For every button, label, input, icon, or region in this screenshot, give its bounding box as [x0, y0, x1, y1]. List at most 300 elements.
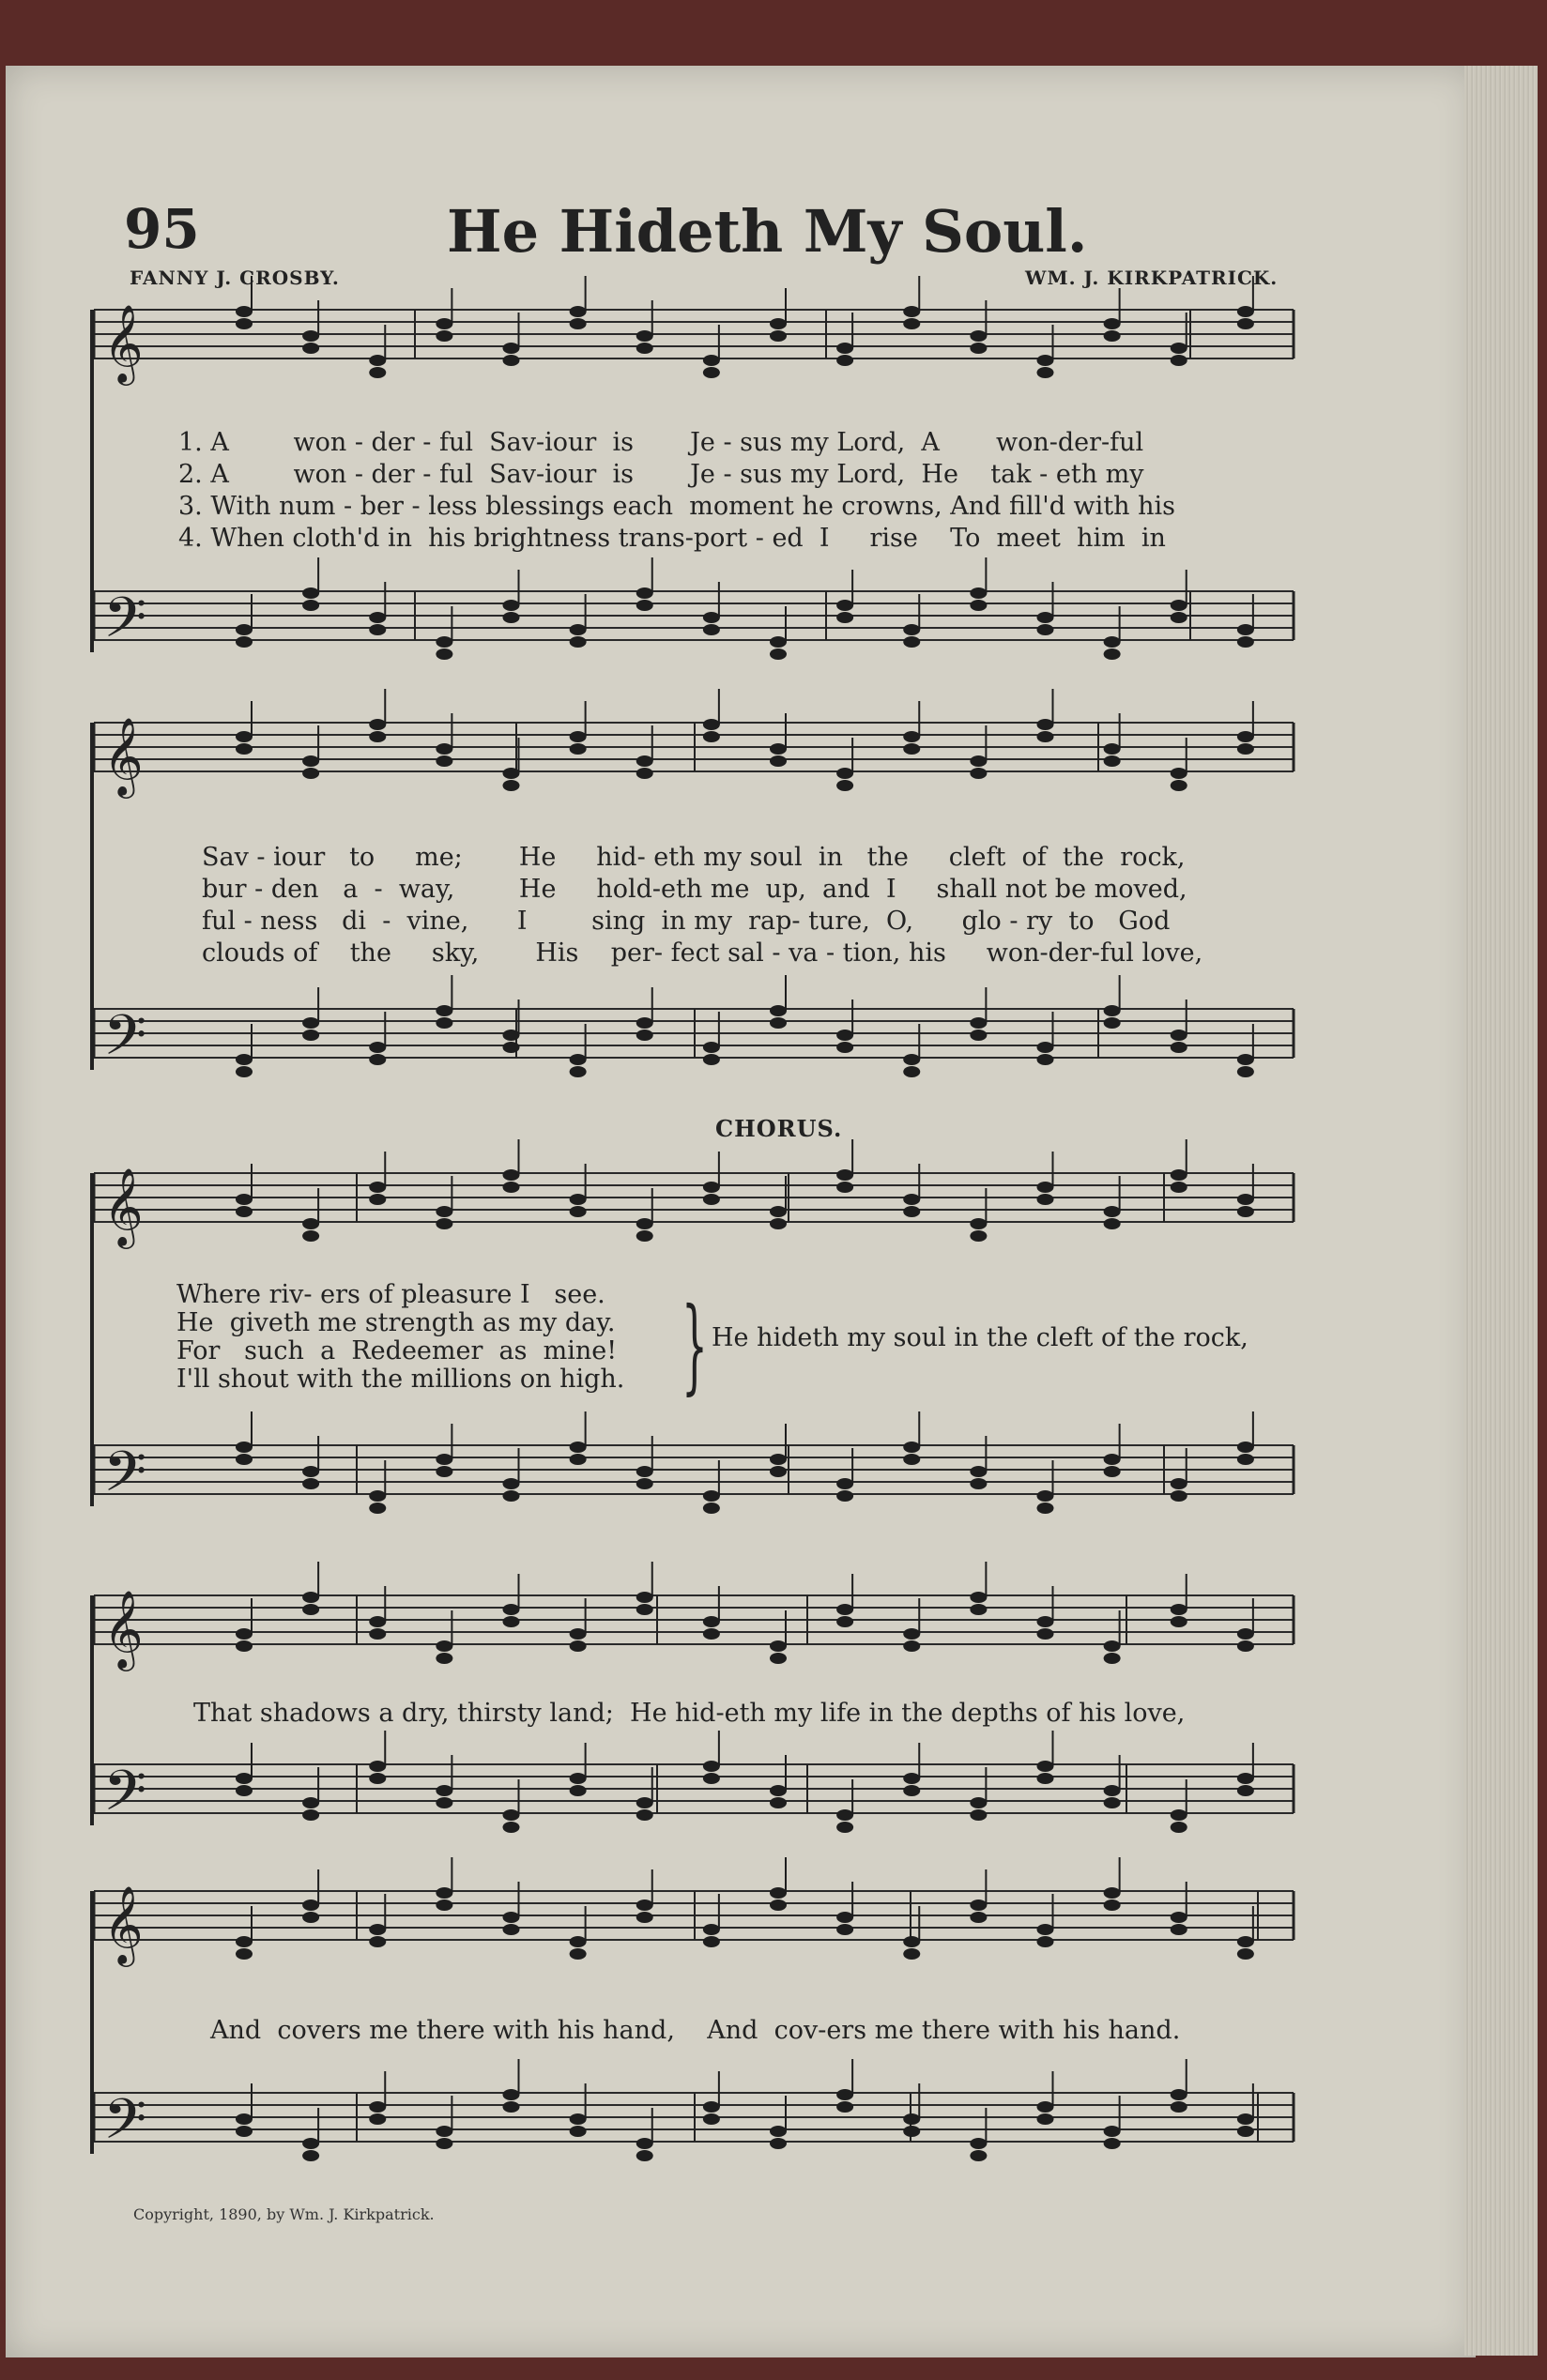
note-head [703, 624, 720, 635]
note-head [236, 1640, 253, 1652]
note-head [570, 1194, 587, 1205]
note-head [1171, 2089, 1187, 2100]
note-head [636, 755, 653, 767]
note-head [503, 2101, 520, 2113]
note-head [1037, 1924, 1054, 1935]
note-head [1171, 780, 1187, 791]
note-head [1037, 1628, 1054, 1640]
note-head [302, 2138, 319, 2149]
note-head [636, 1017, 653, 1029]
note-head [770, 1653, 787, 1664]
note-head [570, 2126, 587, 2137]
note-head [436, 2126, 452, 2137]
treble-clef: 𝄞 [103, 716, 144, 795]
note-head [369, 1490, 386, 1502]
note-head [770, 1899, 787, 1911]
note-head [503, 1182, 520, 1193]
verse-line-1a: 1. A won - der - ful Sav-iour is Je - sus my Lord, A won-der-ful [178, 428, 1144, 457]
note-head [703, 2113, 720, 2125]
note-head [236, 1948, 253, 1960]
note-head [570, 1442, 587, 1453]
note-head [369, 1182, 386, 1193]
verse-line-3c: For such a Redeemer as mine! [176, 1336, 618, 1365]
note-head [903, 1773, 920, 1784]
note-head [1171, 2101, 1187, 2113]
note-head [903, 1936, 920, 1947]
note-head [369, 1194, 386, 1205]
note-head [836, 355, 853, 366]
note-head [636, 587, 653, 599]
note-head [436, 1005, 452, 1016]
note-head [836, 1822, 853, 1833]
note-head [1237, 731, 1254, 742]
verse-line-3b: ful - ness di - vine, I sing in my rap- ture, O, glo - ry to God [202, 907, 1171, 936]
note-head [436, 1899, 452, 1911]
note-head [436, 743, 452, 755]
note-head [703, 1490, 720, 1502]
note-head [436, 1206, 452, 1217]
note-head [970, 1912, 987, 1923]
note-head [302, 343, 319, 354]
note-head [770, 1218, 787, 1229]
note-head [570, 1936, 587, 1947]
note-head [903, 1194, 920, 1205]
note-head [903, 1066, 920, 1077]
note-head [1171, 1478, 1187, 1489]
note-head [503, 1042, 520, 1053]
note-head [1171, 1030, 1187, 1041]
note-head [1171, 1604, 1187, 1615]
note-head [1037, 1490, 1054, 1502]
treble-clef: 𝄞 [103, 1884, 144, 1963]
note-head [903, 1785, 920, 1796]
note-head [369, 1761, 386, 1772]
note-head [903, 1206, 920, 1217]
bass-clef: 𝄢 [103, 585, 147, 664]
hymn-number: 95 [124, 197, 200, 261]
note-head [903, 2113, 920, 2125]
hymn-title: He Hideth My Soul. [447, 197, 1088, 266]
note-head [1104, 755, 1121, 767]
note-head [836, 2089, 853, 2100]
note-head [503, 768, 520, 779]
author-credit: FANNY J. CROSBY. [130, 267, 340, 289]
note-head [1237, 1206, 1254, 1217]
note-head [1104, 1640, 1121, 1652]
note-head [770, 1797, 787, 1808]
note-head [1237, 1773, 1254, 1784]
note-head [703, 1773, 720, 1784]
bass-clef: 𝄢 [103, 2086, 147, 2165]
note-head [703, 1936, 720, 1947]
note-head [570, 2113, 587, 2125]
note-head [1237, 1628, 1254, 1640]
note-head [1104, 636, 1121, 648]
note-head [436, 1466, 452, 1477]
note-head [369, 1054, 386, 1065]
note-head [436, 330, 452, 342]
note-head [1037, 731, 1054, 742]
bass-clef: 𝄢 [103, 1439, 147, 1518]
note-head [836, 1182, 853, 1193]
note-head [1037, 612, 1054, 623]
note-head [1171, 1912, 1187, 1923]
note-head [236, 1206, 253, 1217]
note-head [970, 1218, 987, 1229]
note-head [836, 1490, 853, 1502]
note-head [636, 343, 653, 354]
note-head [703, 719, 720, 730]
note-head [970, 1809, 987, 1821]
note-head [970, 1030, 987, 1041]
note-head [369, 2101, 386, 2113]
note-head [903, 743, 920, 755]
note-head [369, 2113, 386, 2125]
note-head [369, 1924, 386, 1935]
note-head [1237, 2126, 1254, 2137]
note-head [703, 1924, 720, 1935]
bass-clef: 𝄢 [103, 1002, 147, 1081]
note-head [903, 1454, 920, 1465]
note-head [836, 1912, 853, 1923]
note-head [703, 612, 720, 623]
note-head [970, 1604, 987, 1615]
note-head [836, 780, 853, 791]
note-head [970, 755, 987, 767]
note-head [1037, 1054, 1054, 1065]
verse-line-4c: I'll shout with the millions on high. [176, 1365, 625, 1394]
note-head [302, 768, 319, 779]
composer-credit: WM. J. KIRKPATRICK. [1025, 267, 1279, 289]
note-head [369, 731, 386, 742]
note-head [903, 1442, 920, 1453]
note-head [436, 755, 452, 767]
note-head [570, 1948, 587, 1960]
note-head [1104, 648, 1121, 660]
note-head [1171, 1822, 1187, 1833]
note-head [369, 612, 386, 623]
chorus-label: CHORUS. [715, 1115, 843, 1142]
note-head [503, 1616, 520, 1627]
note-head [369, 624, 386, 635]
note-head [369, 355, 386, 366]
note-head [1037, 1042, 1054, 1053]
note-head [770, 1005, 787, 1016]
note-head [1171, 1924, 1187, 1935]
note-head [1237, 1785, 1254, 1796]
note-head [1104, 330, 1121, 342]
note-head [1104, 1017, 1121, 1029]
note-head [836, 1042, 853, 1053]
note-head [503, 2089, 520, 2100]
note-head [903, 731, 920, 742]
note-head [1171, 612, 1187, 623]
note-head [236, 1936, 253, 1947]
note-head [770, 743, 787, 755]
note-head [436, 2138, 452, 2149]
note-head [1237, 1936, 1254, 1947]
note-head [1037, 624, 1054, 635]
note-head [1171, 1042, 1187, 1053]
note-head [236, 1454, 253, 1465]
note-head [636, 1218, 653, 1229]
note-head [1237, 1948, 1254, 1960]
note-head [236, 1194, 253, 1205]
note-head [836, 1924, 853, 1935]
note-head [970, 2138, 987, 2149]
note-head [703, 1628, 720, 1640]
note-head [436, 1017, 452, 1029]
note-head [1037, 1761, 1054, 1772]
verse-line-4a: 4. When cloth'd in his brightness trans-port - ed I rise To meet him in [178, 524, 1166, 553]
note-head [369, 1616, 386, 1627]
note-head [503, 1490, 520, 1502]
note-head [1104, 1887, 1121, 1899]
note-head [1237, 743, 1254, 755]
note-head [1104, 1466, 1121, 1477]
note-head [970, 768, 987, 779]
note-head [1237, 1640, 1254, 1652]
note-head [770, 1887, 787, 1899]
note-head [703, 731, 720, 742]
note-head [436, 636, 452, 648]
note-head [1104, 1899, 1121, 1911]
note-head [1104, 318, 1121, 329]
note-head [1237, 2113, 1254, 2125]
note-head [436, 1785, 452, 1796]
note-head [970, 1592, 987, 1603]
note-head [436, 1887, 452, 1899]
verse-line-2c: He giveth me strength as my day. [176, 1308, 616, 1337]
note-head [1104, 1005, 1121, 1016]
note-head [1037, 1194, 1054, 1205]
note-head [1237, 624, 1254, 635]
note-head [236, 1054, 253, 1065]
note-head [436, 648, 452, 660]
note-head [703, 1616, 720, 1627]
note-head [570, 731, 587, 742]
note-head [836, 343, 853, 354]
note-head [1237, 318, 1254, 329]
note-head [636, 1797, 653, 1808]
note-head [236, 624, 253, 635]
note-head [1104, 1797, 1121, 1808]
note-head [302, 1797, 319, 1808]
verse-brace: } [682, 1285, 708, 1405]
note-head [302, 2150, 319, 2161]
note-head [903, 2126, 920, 2137]
note-head [970, 1797, 987, 1808]
note-head [1037, 367, 1054, 378]
note-head [302, 1604, 319, 1615]
note-head [1171, 1490, 1187, 1502]
note-head [770, 1785, 787, 1796]
verse-line-4b: clouds of the sky, His per- fect sal - va - tion, his won-der-ful love, [202, 938, 1203, 968]
note-head [236, 318, 253, 329]
note-head [570, 306, 587, 317]
note-head [302, 600, 319, 611]
note-head [636, 768, 653, 779]
note-head [970, 1466, 987, 1477]
note-head [503, 355, 520, 366]
note-head [1037, 1503, 1054, 1514]
note-head [503, 612, 520, 623]
note-head [770, 2126, 787, 2137]
note-head [970, 1899, 987, 1911]
note-head [836, 1809, 853, 1821]
note-head [703, 1182, 720, 1193]
note-head [503, 600, 520, 611]
note-head [636, 1230, 653, 1242]
note-head [770, 1017, 787, 1029]
note-head [302, 1478, 319, 1489]
note-head [703, 355, 720, 366]
note-head [1104, 743, 1121, 755]
note-head [770, 330, 787, 342]
note-head [302, 330, 319, 342]
note-head [1237, 1194, 1254, 1205]
note-head [302, 1030, 319, 1041]
note-head [503, 1809, 520, 1821]
note-head [703, 367, 720, 378]
note-head [770, 2138, 787, 2149]
note-head [503, 1478, 520, 1489]
treble-clef: 𝄞 [103, 303, 144, 382]
note-head [570, 636, 587, 648]
note-head [903, 1054, 920, 1065]
note-head [436, 1454, 452, 1465]
note-head [770, 1640, 787, 1652]
note-head [570, 624, 587, 635]
note-head [1104, 1454, 1121, 1465]
note-head [836, 1616, 853, 1627]
note-head [770, 755, 787, 767]
note-head [1037, 2101, 1054, 2113]
note-head [302, 1899, 319, 1911]
note-head [236, 1442, 253, 1453]
verse-line-3a: 3. With num - ber - less blessings each moment he crowns, And fill'd with his [178, 492, 1176, 521]
note-head [236, 1785, 253, 1796]
note-head [1037, 1936, 1054, 1947]
note-head [1104, 1218, 1121, 1229]
note-head [570, 1066, 587, 1077]
note-head [903, 1948, 920, 1960]
note-head [369, 1503, 386, 1514]
note-head [570, 1054, 587, 1065]
note-head [302, 1218, 319, 1229]
note-head [903, 624, 920, 635]
note-head [236, 636, 253, 648]
note-head [1171, 1182, 1187, 1193]
note-head [636, 1809, 653, 1821]
note-head [903, 1640, 920, 1652]
note-head [369, 367, 386, 378]
note-head [1171, 343, 1187, 354]
note-head [1237, 1454, 1254, 1465]
note-head [369, 719, 386, 730]
note-head [970, 330, 987, 342]
note-head [970, 343, 987, 354]
verse-line-2a: 2. A won - der - ful Sav-iour is Je - sus my Lord, He tak - eth my [178, 460, 1144, 489]
note-head [570, 1640, 587, 1652]
bass-clef: 𝄢 [103, 1758, 147, 1837]
note-head [903, 636, 920, 648]
note-head [903, 1628, 920, 1640]
note-head [1037, 719, 1054, 730]
chorus-lyric-1: He hideth my soul in the cleft of the rock, [712, 1323, 1248, 1352]
note-head [570, 318, 587, 329]
note-head [970, 587, 987, 599]
treble-clef: 𝄞 [103, 1589, 144, 1668]
note-head [970, 1017, 987, 1029]
note-head [1104, 1206, 1121, 1217]
note-head [636, 1030, 653, 1041]
note-head [1171, 1809, 1187, 1821]
note-head [570, 1785, 587, 1796]
note-head [636, 1899, 653, 1911]
note-head [503, 1822, 520, 1833]
note-head [703, 1042, 720, 1053]
note-head [1037, 1773, 1054, 1784]
note-head [236, 731, 253, 742]
note-head [836, 1604, 853, 1615]
note-head [636, 1912, 653, 1923]
note-head [636, 600, 653, 611]
note-head [836, 612, 853, 623]
note-head [570, 1454, 587, 1465]
note-head [836, 2101, 853, 2113]
note-head [1037, 355, 1054, 366]
note-head [570, 743, 587, 755]
note-head [302, 1592, 319, 1603]
chorus-lyric-3: And covers me there with his hand, And cov-ers me there with his hand. [210, 2016, 1181, 2045]
note-head [436, 1653, 452, 1664]
note-head [1104, 1785, 1121, 1796]
note-head [1104, 1653, 1121, 1664]
note-head [236, 1066, 253, 1077]
note-head [703, 1054, 720, 1065]
note-head [503, 780, 520, 791]
note-head [903, 318, 920, 329]
note-head [302, 1466, 319, 1477]
note-head [369, 1042, 386, 1053]
note-head [1171, 355, 1187, 366]
chorus-lyric-2: That shadows a dry, thirsty land; He hid-eth my life in the depths of his love, [193, 1699, 1186, 1728]
note-head [636, 330, 653, 342]
note-head [770, 636, 787, 648]
note-head [1171, 1169, 1187, 1181]
note-head [636, 1466, 653, 1477]
note-head [1237, 306, 1254, 317]
note-head [836, 1030, 853, 1041]
note-head [302, 587, 319, 599]
note-head [570, 1628, 587, 1640]
note-head [1171, 600, 1187, 611]
note-head [436, 318, 452, 329]
note-head [302, 1230, 319, 1242]
note-head [436, 1218, 452, 1229]
note-head [236, 743, 253, 755]
note-head [770, 1454, 787, 1465]
verse-line-2b: bur - den a - way, He hold-eth me up, and I shall not be moved, [202, 875, 1187, 904]
note-head [1037, 2113, 1054, 2125]
note-head [636, 1478, 653, 1489]
note-head [636, 2138, 653, 2149]
note-head [236, 1773, 253, 1784]
note-head [770, 1466, 787, 1477]
note-head [1237, 1442, 1254, 1453]
note-head [703, 1503, 720, 1514]
